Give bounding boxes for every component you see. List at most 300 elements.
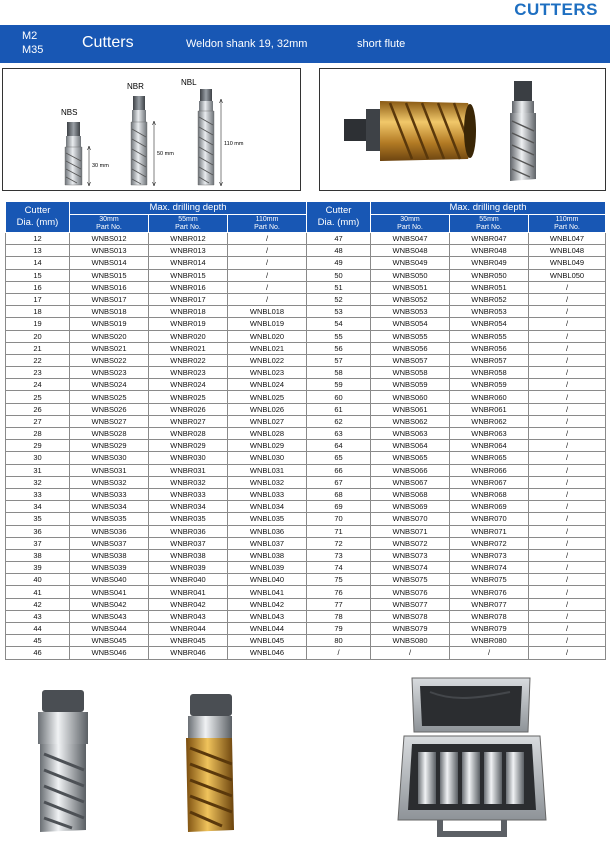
left-part-30-cell: WNBS029 [70, 440, 149, 452]
left-dia-cell: 39 [6, 562, 70, 574]
right-dia-cell: 68 [307, 488, 371, 500]
right-part-30-cell: WNBS076 [371, 586, 450, 598]
right-dia-cell: 57 [307, 354, 371, 366]
left-part-30-cell: WNBS026 [70, 403, 149, 415]
right-part-110-cell: / [529, 464, 606, 476]
left-part-55-cell: WNBR039 [149, 562, 228, 574]
right-part-110-cell: / [529, 440, 606, 452]
part-number-table [5, 201, 606, 660]
right-part-30-cell: WNBS080 [371, 635, 450, 647]
nbs-shank [66, 136, 81, 147]
left-dia-cell: 32 [6, 476, 70, 488]
depth-header-left: Max. drilling depth [70, 202, 307, 215]
right-part-55-cell: WNBR049 [450, 257, 529, 269]
table-row [6, 354, 606, 366]
left-part-55-cell: WNBR014 [149, 257, 228, 269]
left-part-110-cell: WNBL020 [228, 330, 307, 342]
table-row [6, 269, 606, 281]
right-dia-cell: 67 [307, 476, 371, 488]
table-row [6, 525, 606, 537]
nbr-shank-flat [133, 96, 145, 110]
left-part-30-cell: WNBS044 [70, 623, 149, 635]
left-part-110-cell: / [228, 269, 307, 281]
right-part-55-cell: WNBR060 [450, 391, 529, 403]
right-part-30-cell: WNBS072 [371, 537, 450, 549]
table-row [6, 318, 606, 330]
photo-gold-cutter [186, 694, 234, 832]
gold-cutter-shank [344, 119, 366, 141]
left-dia-cell: 31 [6, 464, 70, 476]
left-part-30-cell: WNBS046 [70, 647, 149, 659]
left-part-30-cell: WNBS043 [70, 610, 149, 622]
right-part-30-cell: WNBS057 [371, 354, 450, 366]
left-part-110-cell: WNBL023 [228, 367, 307, 379]
right-part-55-cell: WNBR076 [450, 586, 529, 598]
right-part-110-cell: / [529, 623, 606, 635]
nbs-body [65, 147, 82, 185]
left-part-30-cell: WNBS019 [70, 318, 149, 330]
flute-spec: short flute [357, 38, 406, 50]
right-part-30-cell: WNBS070 [371, 513, 450, 525]
right-part-110-cell: / [529, 476, 606, 488]
depth-55-label: 55mm [479, 216, 499, 223]
right-part-110-cell: / [529, 293, 606, 305]
dia-header-left [6, 202, 70, 233]
right-part-110-cell: / [529, 306, 606, 318]
case-cutter-2 [440, 752, 458, 804]
table-row [6, 403, 606, 415]
depth-110-header-left [228, 215, 307, 233]
part-no-label: Part No. [554, 223, 580, 231]
right-part-55-cell: WNBR065 [450, 452, 529, 464]
left-part-55-cell: WNBR019 [149, 318, 228, 330]
left-dia-cell: 36 [6, 525, 70, 537]
right-dia-cell: 80 [307, 635, 371, 647]
part-no-label: Part No. [175, 223, 201, 231]
right-part-30-cell: WNBS065 [371, 452, 450, 464]
gold-photo-body [186, 738, 234, 832]
right-part-110-cell: / [529, 525, 606, 537]
left-part-55-cell: WNBR012 [149, 233, 228, 245]
right-dia-cell: 64 [307, 440, 371, 452]
left-part-55-cell: WNBR027 [149, 415, 228, 427]
left-part-30-cell: WNBS036 [70, 525, 149, 537]
left-part-110-cell: WNBL018 [228, 306, 307, 318]
left-part-110-cell: WNBL022 [228, 354, 307, 366]
part-no-label: Part No. [476, 223, 502, 231]
nbs-dim-label: 30 mm [92, 163, 109, 169]
right-part-55-cell: WNBR072 [450, 537, 529, 549]
right-part-110-cell: / [529, 574, 606, 586]
table-row [6, 562, 606, 574]
left-part-55-cell: WNBR015 [149, 269, 228, 281]
left-part-110-cell: WNBL040 [228, 574, 307, 586]
left-part-30-cell: WNBS027 [70, 415, 149, 427]
right-part-55-cell: WNBR075 [450, 574, 529, 586]
table-row [6, 586, 606, 598]
left-dia-cell: 34 [6, 501, 70, 513]
right-part-30-cell: WNBS069 [371, 501, 450, 513]
left-part-30-cell: WNBS032 [70, 476, 149, 488]
table-row [6, 379, 606, 391]
table-row [6, 257, 606, 269]
right-part-30-cell: WNBS063 [371, 428, 450, 440]
right-part-110-cell: / [529, 391, 606, 403]
product-photos [0, 670, 610, 842]
left-part-110-cell: WNBL041 [228, 586, 307, 598]
table-row [6, 233, 606, 245]
left-part-30-cell: WNBS015 [70, 269, 149, 281]
right-part-110-cell: WNBL049 [529, 257, 606, 269]
left-part-55-cell: WNBR020 [149, 330, 228, 342]
left-part-55-cell: WNBR045 [149, 635, 228, 647]
right-part-110-cell: / [529, 647, 606, 659]
left-dia-cell: 46 [6, 647, 70, 659]
left-part-110-cell: WNBL027 [228, 415, 307, 427]
case-cutters [418, 752, 524, 804]
photo-cutter-case [398, 678, 546, 834]
nbr-shank [132, 110, 146, 122]
left-part-110-cell: WNBL039 [228, 562, 307, 574]
left-dia-cell: 45 [6, 635, 70, 647]
left-part-55-cell: WNBR043 [149, 610, 228, 622]
right-dia-cell: 75 [307, 574, 371, 586]
right-dia-cell: 58 [307, 367, 371, 379]
steel-photo-shank [42, 690, 84, 712]
right-dia-cell: 63 [307, 428, 371, 440]
right-part-55-cell: WNBR068 [450, 488, 529, 500]
right-dia-cell: 49 [307, 257, 371, 269]
left-part-30-cell: WNBS034 [70, 501, 149, 513]
right-dia-cell: 52 [307, 293, 371, 305]
cutter-nbs-label: NBS [61, 108, 78, 117]
left-part-30-cell: WNBS045 [70, 635, 149, 647]
table-row [6, 574, 606, 586]
right-dia-cell: 53 [307, 306, 371, 318]
left-part-110-cell: WNBL036 [228, 525, 307, 537]
left-dia-cell: 28 [6, 428, 70, 440]
title-banner [0, 25, 610, 63]
dia-header-left-line1: Cutter [24, 205, 51, 216]
left-part-30-cell: WNBS038 [70, 549, 149, 561]
right-part-55-cell: WNBR056 [450, 342, 529, 354]
left-part-30-cell: WNBS017 [70, 293, 149, 305]
left-dia-cell: 17 [6, 293, 70, 305]
right-part-30-cell: WNBS059 [371, 379, 450, 391]
table-row [6, 501, 606, 513]
right-dia-cell: / [307, 647, 371, 659]
left-part-110-cell: WNBL035 [228, 513, 307, 525]
part-no-label: Part No. [254, 223, 280, 231]
left-dia-cell: 20 [6, 330, 70, 342]
table-body [6, 233, 606, 660]
nbr-dim-label: 50 mm [157, 151, 174, 157]
dimension-diagram-panel [2, 68, 301, 191]
right-dia-cell: 70 [307, 513, 371, 525]
right-dia-cell: 48 [307, 245, 371, 257]
left-part-55-cell: WNBR040 [149, 574, 228, 586]
left-part-110-cell: WNBL030 [228, 452, 307, 464]
left-dia-cell: 25 [6, 391, 70, 403]
left-part-110-cell: WNBL021 [228, 342, 307, 354]
right-part-110-cell: / [529, 452, 606, 464]
right-part-55-cell: WNBR077 [450, 598, 529, 610]
right-part-30-cell: WNBS074 [371, 562, 450, 574]
left-dia-cell: 41 [6, 586, 70, 598]
left-dia-cell: 35 [6, 513, 70, 525]
depth-30-label: 30mm [400, 216, 420, 223]
steel-cutter-collar [512, 101, 534, 113]
right-part-55-cell: WNBR047 [450, 233, 529, 245]
table-row [6, 281, 606, 293]
photo-steel-cutter [38, 690, 88, 832]
depth-55-header-left [149, 215, 228, 233]
left-dia-cell: 19 [6, 318, 70, 330]
left-dia-cell: 14 [6, 257, 70, 269]
left-part-55-cell: WNBR022 [149, 354, 228, 366]
right-part-110-cell: / [529, 379, 606, 391]
steel-cutter-vertical [510, 81, 536, 181]
right-part-55-cell: WNBR079 [450, 623, 529, 635]
right-part-30-cell: WNBS048 [371, 245, 450, 257]
left-part-110-cell: / [228, 257, 307, 269]
left-part-110-cell: WNBL037 [228, 537, 307, 549]
right-part-55-cell: WNBR070 [450, 513, 529, 525]
depth-110-label: 110mm [555, 216, 579, 223]
right-part-30-cell: WNBS047 [371, 233, 450, 245]
right-part-110-cell: WNBL047 [529, 233, 606, 245]
right-part-30-cell: WNBS060 [371, 391, 450, 403]
depth-55-header-right [450, 215, 529, 233]
left-part-110-cell: WNBL038 [228, 549, 307, 561]
right-part-30-cell: WNBS071 [371, 525, 450, 537]
table-row [6, 488, 606, 500]
left-dia-cell: 30 [6, 452, 70, 464]
depth-30-header-right [371, 215, 450, 233]
right-part-110-cell: / [529, 428, 606, 440]
left-part-30-cell: WNBS037 [70, 537, 149, 549]
right-dia-cell: 74 [307, 562, 371, 574]
left-part-110-cell: WNBL034 [228, 501, 307, 513]
right-part-110-cell: / [529, 513, 606, 525]
table-row [6, 476, 606, 488]
right-dia-cell: 62 [307, 415, 371, 427]
left-dia-cell: 42 [6, 598, 70, 610]
right-part-55-cell: WNBR058 [450, 367, 529, 379]
dia-header-right [307, 202, 371, 233]
right-part-55-cell: WNBR053 [450, 306, 529, 318]
right-part-110-cell: / [529, 586, 606, 598]
cutter-photo [320, 69, 605, 190]
steel-cutter-shank [514, 81, 532, 101]
right-dia-cell: 61 [307, 403, 371, 415]
shank-spec: Weldon shank 19, 32mm [186, 38, 308, 50]
right-dia-cell: 65 [307, 452, 371, 464]
left-part-55-cell: WNBR023 [149, 367, 228, 379]
left-part-30-cell: WNBS014 [70, 257, 149, 269]
table-row [6, 293, 606, 305]
nbl-shank-flat [200, 89, 212, 101]
right-part-30-cell: WNBS058 [371, 367, 450, 379]
steel-photo-collar [38, 712, 88, 744]
left-part-110-cell: WNBL032 [228, 476, 307, 488]
left-part-110-cell: WNBL028 [228, 428, 307, 440]
left-part-55-cell: WNBR025 [149, 391, 228, 403]
right-part-110-cell: WNBL050 [529, 269, 606, 281]
left-part-30-cell: WNBS023 [70, 367, 149, 379]
table-row [6, 549, 606, 561]
left-part-30-cell: WNBS041 [70, 586, 149, 598]
right-dia-cell: 50 [307, 269, 371, 281]
right-part-55-cell: WNBR067 [450, 476, 529, 488]
left-part-30-cell: WNBS031 [70, 464, 149, 476]
steel-grade [22, 29, 43, 57]
right-part-30-cell: WNBS077 [371, 598, 450, 610]
right-part-55-cell: WNBR080 [450, 635, 529, 647]
right-part-110-cell: WNBL048 [529, 245, 606, 257]
left-dia-cell: 43 [6, 610, 70, 622]
banner-title: Cutters [82, 34, 134, 51]
right-dia-cell: 69 [307, 501, 371, 513]
left-part-55-cell: WNBR018 [149, 306, 228, 318]
left-part-110-cell: WNBL046 [228, 647, 307, 659]
table-row [6, 513, 606, 525]
left-part-55-cell: WNBR044 [149, 623, 228, 635]
right-dia-cell: 56 [307, 342, 371, 354]
left-part-30-cell: WNBS021 [70, 342, 149, 354]
cutter-photo-panel [319, 68, 606, 191]
gold-cutter-horizontal [344, 101, 476, 161]
table-row [6, 623, 606, 635]
left-dia-cell: 24 [6, 379, 70, 391]
right-part-55-cell: WNBR048 [450, 245, 529, 257]
depth-30-label: 30mm [99, 216, 119, 223]
right-part-55-cell: WNBR063 [450, 428, 529, 440]
left-part-30-cell: WNBS040 [70, 574, 149, 586]
left-dia-cell: 40 [6, 574, 70, 586]
left-part-30-cell: WNBS012 [70, 233, 149, 245]
left-part-30-cell: WNBS024 [70, 379, 149, 391]
left-part-110-cell: / [228, 233, 307, 245]
case-handle [440, 820, 504, 834]
right-dia-cell: 71 [307, 525, 371, 537]
right-part-55-cell: WNBR061 [450, 403, 529, 415]
right-dia-cell: 73 [307, 549, 371, 561]
case-cutter-4 [484, 752, 502, 804]
left-part-55-cell: WNBR028 [149, 428, 228, 440]
nbl-dim-label: 110 mm [224, 141, 244, 147]
table-row [6, 647, 606, 659]
left-dia-cell: 44 [6, 623, 70, 635]
right-dia-cell: 78 [307, 610, 371, 622]
left-part-110-cell: WNBL024 [228, 379, 307, 391]
right-part-55-cell: WNBR064 [450, 440, 529, 452]
right-part-30-cell: WNBS055 [371, 330, 450, 342]
table-row [6, 330, 606, 342]
table-row [6, 428, 606, 440]
left-part-55-cell: WNBR037 [149, 537, 228, 549]
right-part-110-cell: / [529, 635, 606, 647]
table-row [6, 598, 606, 610]
left-part-55-cell: WNBR032 [149, 476, 228, 488]
grade-m35: M35 [22, 44, 44, 56]
right-part-30-cell: WNBS061 [371, 403, 450, 415]
left-part-55-cell: WNBR041 [149, 586, 228, 598]
left-part-110-cell: WNBL042 [228, 598, 307, 610]
left-part-55-cell: WNBR026 [149, 403, 228, 415]
case-cutter-3 [462, 752, 480, 804]
right-dia-cell: 59 [307, 379, 371, 391]
right-part-110-cell: / [529, 537, 606, 549]
table-row [6, 245, 606, 257]
left-dia-cell: 15 [6, 269, 70, 281]
left-part-110-cell: WNBL029 [228, 440, 307, 452]
cutter-nbl [181, 78, 244, 186]
right-part-110-cell: / [529, 367, 606, 379]
right-part-30-cell: WNBS066 [371, 464, 450, 476]
dia-header-right-line2: Dia. (mm) [317, 217, 360, 228]
table-row [6, 342, 606, 354]
left-part-55-cell: WNBR030 [149, 452, 228, 464]
left-part-30-cell: WNBS035 [70, 513, 149, 525]
left-part-30-cell: WNBS028 [70, 428, 149, 440]
right-dia-cell: 76 [307, 586, 371, 598]
right-part-55-cell: WNBR062 [450, 415, 529, 427]
right-part-55-cell: WNBR052 [450, 293, 529, 305]
table-row [6, 537, 606, 549]
cutter-nbr [127, 82, 174, 186]
right-part-110-cell: / [529, 415, 606, 427]
right-part-30-cell: WNBS052 [371, 293, 450, 305]
nbr-body [131, 122, 147, 185]
right-dia-cell: 79 [307, 623, 371, 635]
dia-header-left-line2: Dia. (mm) [16, 217, 59, 228]
gold-photo-collar [188, 716, 232, 738]
left-dia-cell: 22 [6, 354, 70, 366]
case-cutter-1 [418, 752, 436, 804]
right-part-30-cell: WNBS064 [371, 440, 450, 452]
table-row [6, 440, 606, 452]
right-part-30-cell: / [371, 647, 450, 659]
right-dia-cell: 47 [307, 233, 371, 245]
right-part-55-cell: WNBR055 [450, 330, 529, 342]
right-dia-cell: 66 [307, 464, 371, 476]
left-part-110-cell: WNBL044 [228, 623, 307, 635]
cutter-nbl-label: NBL [181, 78, 197, 87]
right-part-30-cell: WNBS050 [371, 269, 450, 281]
cutter-nbr-label: NBR [127, 82, 144, 91]
right-part-55-cell: WNBR059 [450, 379, 529, 391]
right-dia-cell: 77 [307, 598, 371, 610]
left-dia-cell: 13 [6, 245, 70, 257]
depth-55-label: 55mm [178, 216, 198, 223]
left-part-55-cell: WNBR038 [149, 549, 228, 561]
dia-header-right-line1: Cutter [325, 205, 352, 216]
table-row [6, 415, 606, 427]
left-part-110-cell: WNBL019 [228, 318, 307, 330]
nbs-shank-flat [67, 122, 80, 136]
table-row [6, 464, 606, 476]
left-part-55-cell: WNBR033 [149, 488, 228, 500]
right-part-30-cell: WNBS075 [371, 574, 450, 586]
left-dia-cell: 23 [6, 367, 70, 379]
left-part-55-cell: WNBR013 [149, 245, 228, 257]
right-part-55-cell: / [450, 647, 529, 659]
left-part-55-cell: WNBR024 [149, 379, 228, 391]
left-part-55-cell: WNBR035 [149, 513, 228, 525]
right-dia-cell: 51 [307, 281, 371, 293]
right-part-30-cell: WNBS053 [371, 306, 450, 318]
